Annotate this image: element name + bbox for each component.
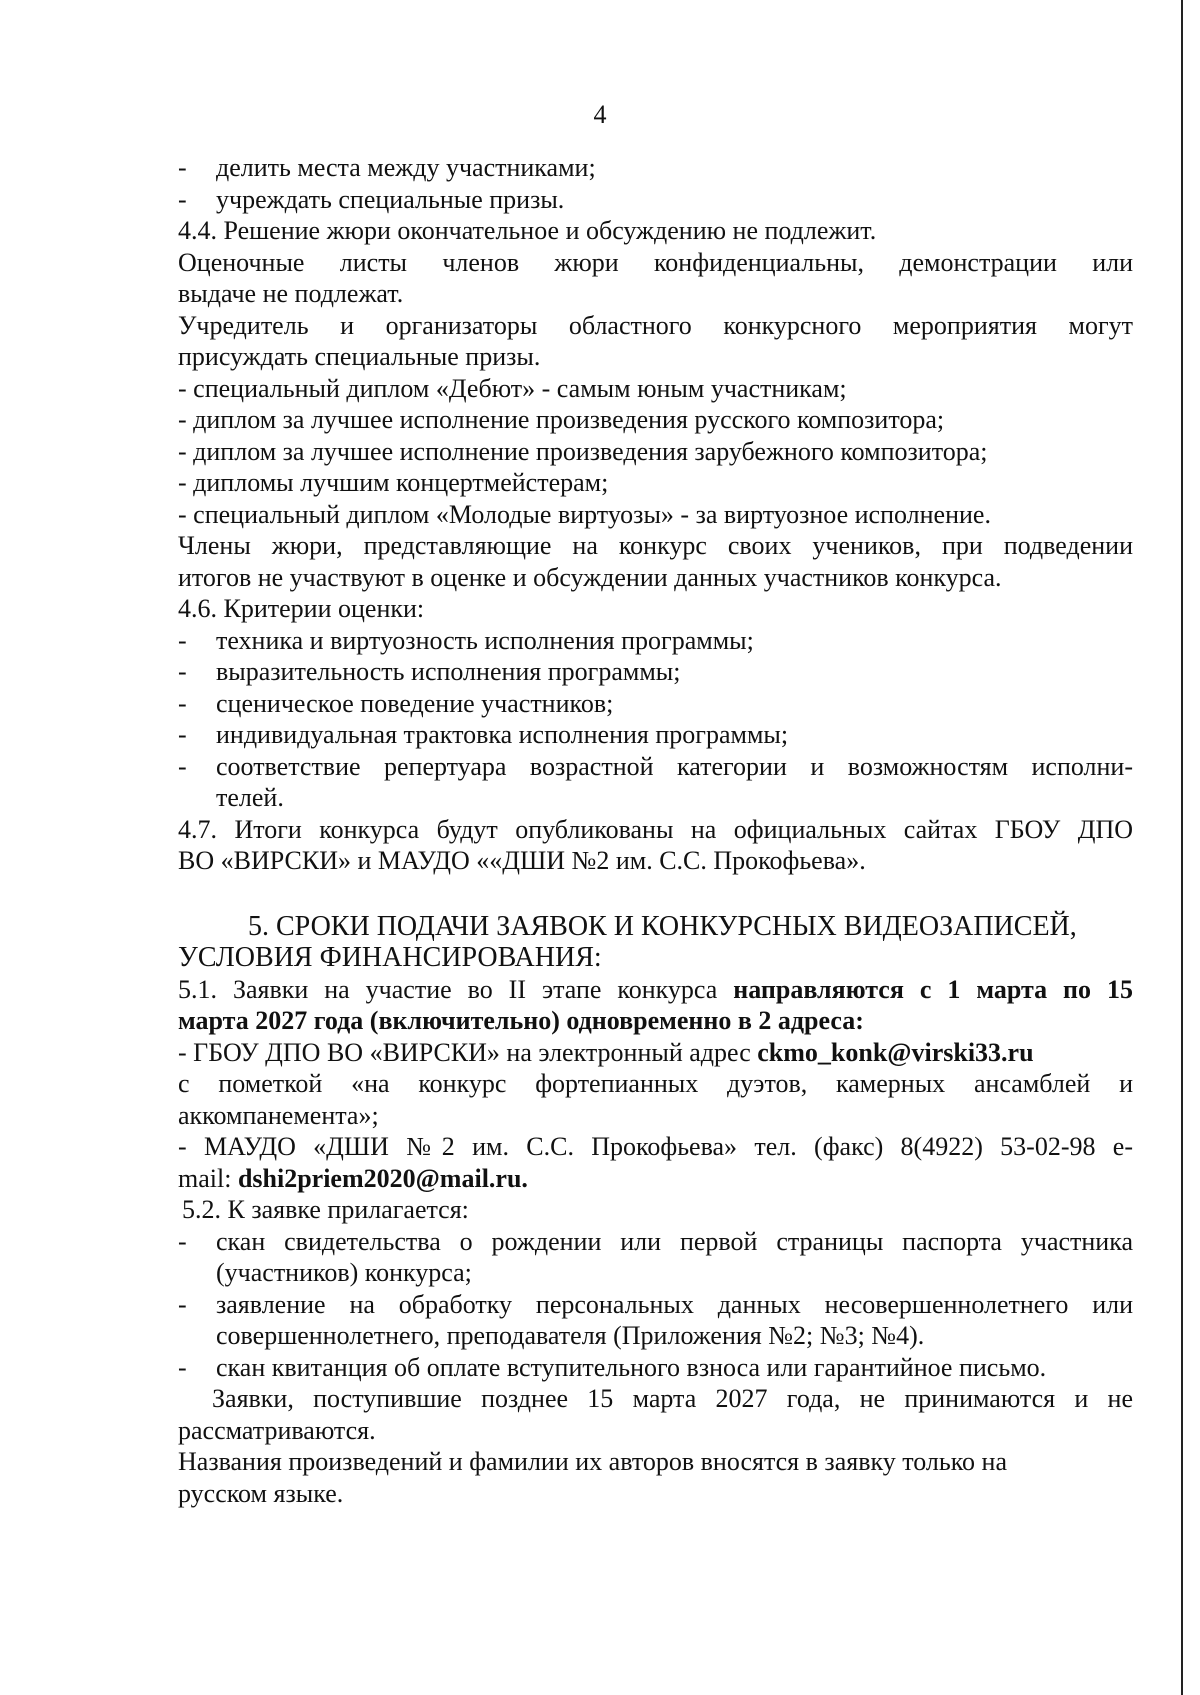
paragraph-line: - ГБОУ ДПО ВО «ВИРСКИ» на электронный адрес ckmo_konk@virski33.ru: [178, 1037, 1034, 1067]
paragraph-line: 5.1. Заявки на участие во II этапе конкурса направляются с 1 марта по 15: [178, 974, 1133, 1004]
list-item: - выразительность исполнения программы;: [178, 657, 681, 686]
paragraph-line: русском языке.: [178, 1478, 344, 1508]
list-item-continuation: (участников) конкурса;: [216, 1258, 472, 1287]
list-item: - скан свидетельства о рождении или первой страницы паспорта участника: [178, 1226, 1133, 1256]
prize-item: - диплом за лучшее исполнение произведения русского композитора;: [178, 405, 945, 434]
list-item: - делить места между участниками;: [178, 153, 596, 182]
paragraph-line: Названия произведений и фамилии их авторов вносятся в заявку только на: [178, 1447, 1008, 1476]
list-item: - техника и виртуозность исполнения программы;: [178, 625, 754, 655]
email-dshi: dshi2priem2020@mail.ru.: [237, 1163, 528, 1193]
section-heading-5: 5. СРОКИ ПОДАЧИ ЗАЯВОК И КОНКУРСНЫХ ВИДЕОЗАПИСЕЙ,: [248, 910, 1077, 942]
list-item-continuation: совершеннолетнего, преподавателя (Приложения №2; №3; №4).: [216, 1321, 925, 1350]
paragraph-line: - МАУДО «ДШИ №2 им. С.С. Прокофьева» тел. (факс) 8(4922) 53-02-98 е-: [178, 1132, 1133, 1161]
prize-item: - специальный диплом «Дебют» - самым юным участникам;: [178, 373, 847, 403]
spacer: [178, 877, 1133, 911]
email-virski: ckmo_konk@virski33.ru: [757, 1037, 1034, 1067]
paragraph-line: Учредитель и организаторы областного конкурсного мероприятия могут: [178, 310, 1133, 340]
paragraph-line: аккомпанемента»;: [178, 1100, 379, 1130]
list-item-continuation: телей.: [216, 783, 284, 812]
list-item: - заявление на обработку персональных данных несовершеннолетнего или: [178, 1289, 1133, 1319]
paragraph-line: рассматриваются.: [178, 1415, 376, 1445]
paragraph-line: итогов не участвуют в оценке и обсуждении данных участников конкурса.: [178, 562, 1002, 592]
paragraph-line: с пометкой «на конкурс фортепианных дуэтов, камерных ансамблей и: [178, 1069, 1133, 1098]
paragraph-line: Члены жюри, представляющие на конкурс своих учеников, при подведении: [178, 531, 1133, 560]
paragraph-line: 4.7. Итоги конкурса будут опубликованы на официальных сайтах ГБОУ ДПО: [178, 814, 1133, 844]
paragraph-line: mail: dshi2priem2020@mail.ru.: [178, 1163, 528, 1193]
list-item: - индивидуальная трактовка исполнения программы;: [178, 720, 789, 749]
page-number: 4: [593, 100, 607, 129]
section-title-4-6: 4.6. Критерии оценки:: [178, 594, 425, 623]
document-body: [178, 152, 1133, 1509]
paragraph-line: выдаче не подлежат.: [178, 279, 404, 308]
prize-item: - специальный диплом «Молодые виртуозы» - за виртуозное исполнение.: [178, 499, 991, 529]
prize-item: - диплом за лучшее исполнение произведения зарубежного композитора;: [178, 436, 988, 466]
prize-item: - дипломы лучшим концертмейстерам;: [178, 468, 609, 497]
paragraph-line: ВО «ВИРСКИ» и МАУДО ««ДШИ №2 им. С.С. Прокофьева».: [178, 846, 866, 875]
section-title-5-2: 5.2. К заявке прилагается:: [182, 1195, 469, 1224]
paragraph-line: присуждать специальные призы.: [178, 342, 541, 371]
list-item: - сценическое поведение участников;: [178, 688, 614, 718]
page-edge-line: [1181, 0, 1183, 1695]
paragraph-line: Заявки, поступившие позднее 15 марта 2027 года, не принимаются и не: [212, 1384, 1133, 1413]
paragraph-line: 4.4. Решение жюри окончательное и обсуждению не подлежит.: [178, 216, 877, 245]
list-item: - скан квитанция об оплате вступительного взноса или гарантийное письмо.: [178, 1352, 1047, 1382]
section-heading-5-cont: УСЛОВИЯ ФИНАНСИРОВАНИЯ:: [178, 942, 602, 973]
list-item: - соответствие репертуара возрастной категории и возможностям исполни-: [178, 751, 1133, 781]
paragraph-line: марта 2027 года (включительно) одновременно в 2 адреса:: [178, 1006, 864, 1035]
list-item: - учреждать специальные призы.: [178, 184, 565, 214]
paragraph-line: Оценочные листы членов жюри конфиденциальны, демонстрации или: [178, 247, 1133, 277]
